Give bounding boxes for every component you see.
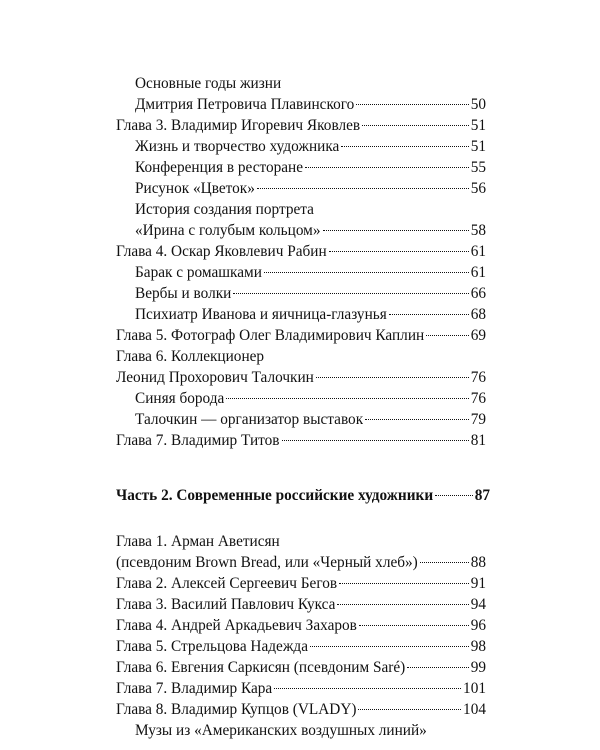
toc-page-number: 87: [474, 487, 490, 504]
toc-page-number: 55: [470, 159, 486, 176]
toc-page-number: 104: [463, 701, 486, 718]
toc-leader-dots: [365, 419, 469, 420]
toc-page-number: 68: [470, 306, 486, 323]
toc-entry-title: Барак с ромашками: [135, 264, 262, 281]
toc-entry: [116, 678, 486, 699]
toc-page-number: 91: [470, 575, 486, 592]
toc-leader-dots: [323, 230, 469, 231]
toc-entry: [116, 636, 486, 657]
toc-leader-dots: [274, 688, 461, 689]
toc-leader-dots: [389, 314, 469, 315]
toc-entry: [135, 73, 486, 94]
toc-entry-title: Глава 3. Владимир Игоревич Яковлев: [116, 117, 361, 134]
toc-entry: [135, 304, 486, 325]
toc-leader-dots: [226, 398, 468, 399]
toc-page-number: 61: [470, 264, 486, 281]
toc-entry: [135, 283, 486, 304]
toc-leader-dots: [257, 188, 469, 189]
toc-entry: [116, 573, 486, 594]
toc-entry-title: История создания портрета: [135, 201, 314, 218]
toc-leader-dots: [358, 709, 461, 710]
toc-entry-title: Конференция в ресторане: [135, 159, 304, 176]
toc-entry-title: Глава 4. Оскар Яковлевич Рабин: [116, 243, 327, 260]
toc-entry-title: Рисунок «Цветок»: [135, 180, 255, 197]
toc-leader-dots: [233, 293, 468, 294]
toc-leader-dots: [356, 104, 468, 105]
toc-entry: [116, 367, 486, 388]
toc-page-number: 98: [470, 638, 486, 655]
toc-leader-dots: [341, 146, 468, 147]
toc-entry-title: Глава 5. Фотограф Олег Владимирович Каплин: [116, 327, 425, 344]
toc-entry: [116, 430, 486, 451]
toc-leader-dots: [316, 377, 469, 378]
toc-leader-dots: [420, 562, 469, 563]
toc-entry: [116, 594, 486, 615]
toc-entry-title: Глава 1. Арман Аветисян: [116, 533, 280, 550]
toc-page-number: 50: [470, 96, 486, 113]
part-heading-title: Часть 2. Современные российские художники: [116, 487, 434, 504]
toc-entry: [135, 136, 486, 157]
toc-page-number: 56: [470, 180, 486, 197]
toc-entry: [116, 241, 486, 262]
toc-entry: [135, 157, 486, 178]
toc-page-number: 101: [463, 680, 486, 697]
toc-page-number: 58: [470, 222, 486, 239]
toc-page-number: 51: [470, 138, 486, 155]
toc-leader-dots: [435, 495, 473, 496]
toc-entry-title: Глава 6. Коллекционер: [116, 348, 265, 365]
toc-leader-dots: [337, 604, 468, 605]
toc-entry-title: Глава 7. Владимир Кара: [116, 680, 273, 697]
toc-page-number: 94: [470, 596, 486, 613]
toc-entry: [116, 325, 486, 346]
toc-entry-title: Жизнь и творчество художника: [135, 138, 340, 155]
toc-entry: [116, 615, 486, 636]
toc-entry-title: Вербы и волки: [135, 285, 232, 302]
toc-entry: [116, 657, 486, 678]
toc-entry-title: Глава 3. Василий Павлович Кукса: [116, 596, 336, 613]
toc-entry: [135, 199, 486, 220]
toc-page-number: 79: [470, 411, 486, 428]
toc-leader-dots: [310, 646, 469, 647]
toc-page-number: 99: [470, 659, 486, 676]
toc-leader-dots: [339, 583, 469, 584]
toc-entry: [135, 178, 486, 199]
toc-entry: [116, 115, 486, 136]
toc-leader-dots: [407, 667, 468, 668]
toc-entry: [116, 699, 486, 720]
toc-entry-title: Глава 8. Владимир Купцов (VLADY): [116, 701, 357, 718]
toc-entry-title: «Ирина с голубым кольцом»: [135, 222, 321, 239]
toc-leader-dots: [305, 167, 469, 168]
toc-entry: [135, 220, 486, 241]
toc-entry: [135, 409, 486, 430]
toc-page-number: 76: [470, 390, 486, 407]
toc-entry-title: Глава 7. Владимир Титов: [116, 432, 280, 449]
toc-entry: [116, 531, 486, 552]
toc-entry-title: Музы из «Американских воздушных линий»: [135, 722, 427, 739]
toc-leader-dots: [359, 625, 469, 626]
toc-entry: [135, 94, 486, 115]
toc-entry-title: Глава 5. Стрельцова Надежда: [116, 638, 308, 655]
toc-entry-title: Дмитрия Петровича Плавинского: [135, 96, 355, 113]
toc-page-number: 69: [470, 327, 486, 344]
toc-leader-dots: [264, 272, 469, 273]
toc-page-number: 81: [470, 432, 486, 449]
toc-entry: [135, 720, 486, 741]
toc-entry-title: Талочкин — организатор выставок: [135, 411, 364, 428]
toc-page-number: 96: [470, 617, 486, 634]
toc-page-number: 66: [470, 285, 486, 302]
toc-entry-title: Основные годы жизни: [135, 75, 282, 92]
toc-entry-title: Глава 4. Андрей Аркадьевич Захаров: [116, 617, 357, 634]
toc-entry: [135, 388, 486, 409]
toc-leader-dots: [329, 251, 469, 252]
toc-entry-title: Психиатр Иванова и яичница-глазунья: [135, 306, 387, 323]
toc-leader-dots: [362, 125, 469, 126]
part-heading: [116, 485, 490, 506]
toc-leader-dots: [282, 440, 469, 441]
toc-page-number: 51: [470, 117, 486, 134]
toc-entry: [135, 262, 486, 283]
toc-page-number: 76: [470, 369, 486, 386]
toc-entry-title: Глава 6. Евгения Саркисян (псевдоним Saré): [116, 659, 406, 676]
toc-entry-title: Синяя борода: [135, 390, 225, 407]
toc-page-number: 88: [470, 554, 486, 571]
toc-entry-title: Леонид Прохорович Талочкин: [116, 369, 314, 386]
toc-entry-title: (псевдоним Brown Bread, или «Черный хлеб»): [116, 554, 418, 571]
toc-entry: [116, 552, 486, 573]
toc-leader-dots: [426, 335, 469, 336]
toc-page-number: 61: [470, 243, 486, 260]
toc-entry-title: Глава 2. Алексей Сергеевич Бегов: [116, 575, 338, 592]
toc-entry: [116, 346, 486, 367]
